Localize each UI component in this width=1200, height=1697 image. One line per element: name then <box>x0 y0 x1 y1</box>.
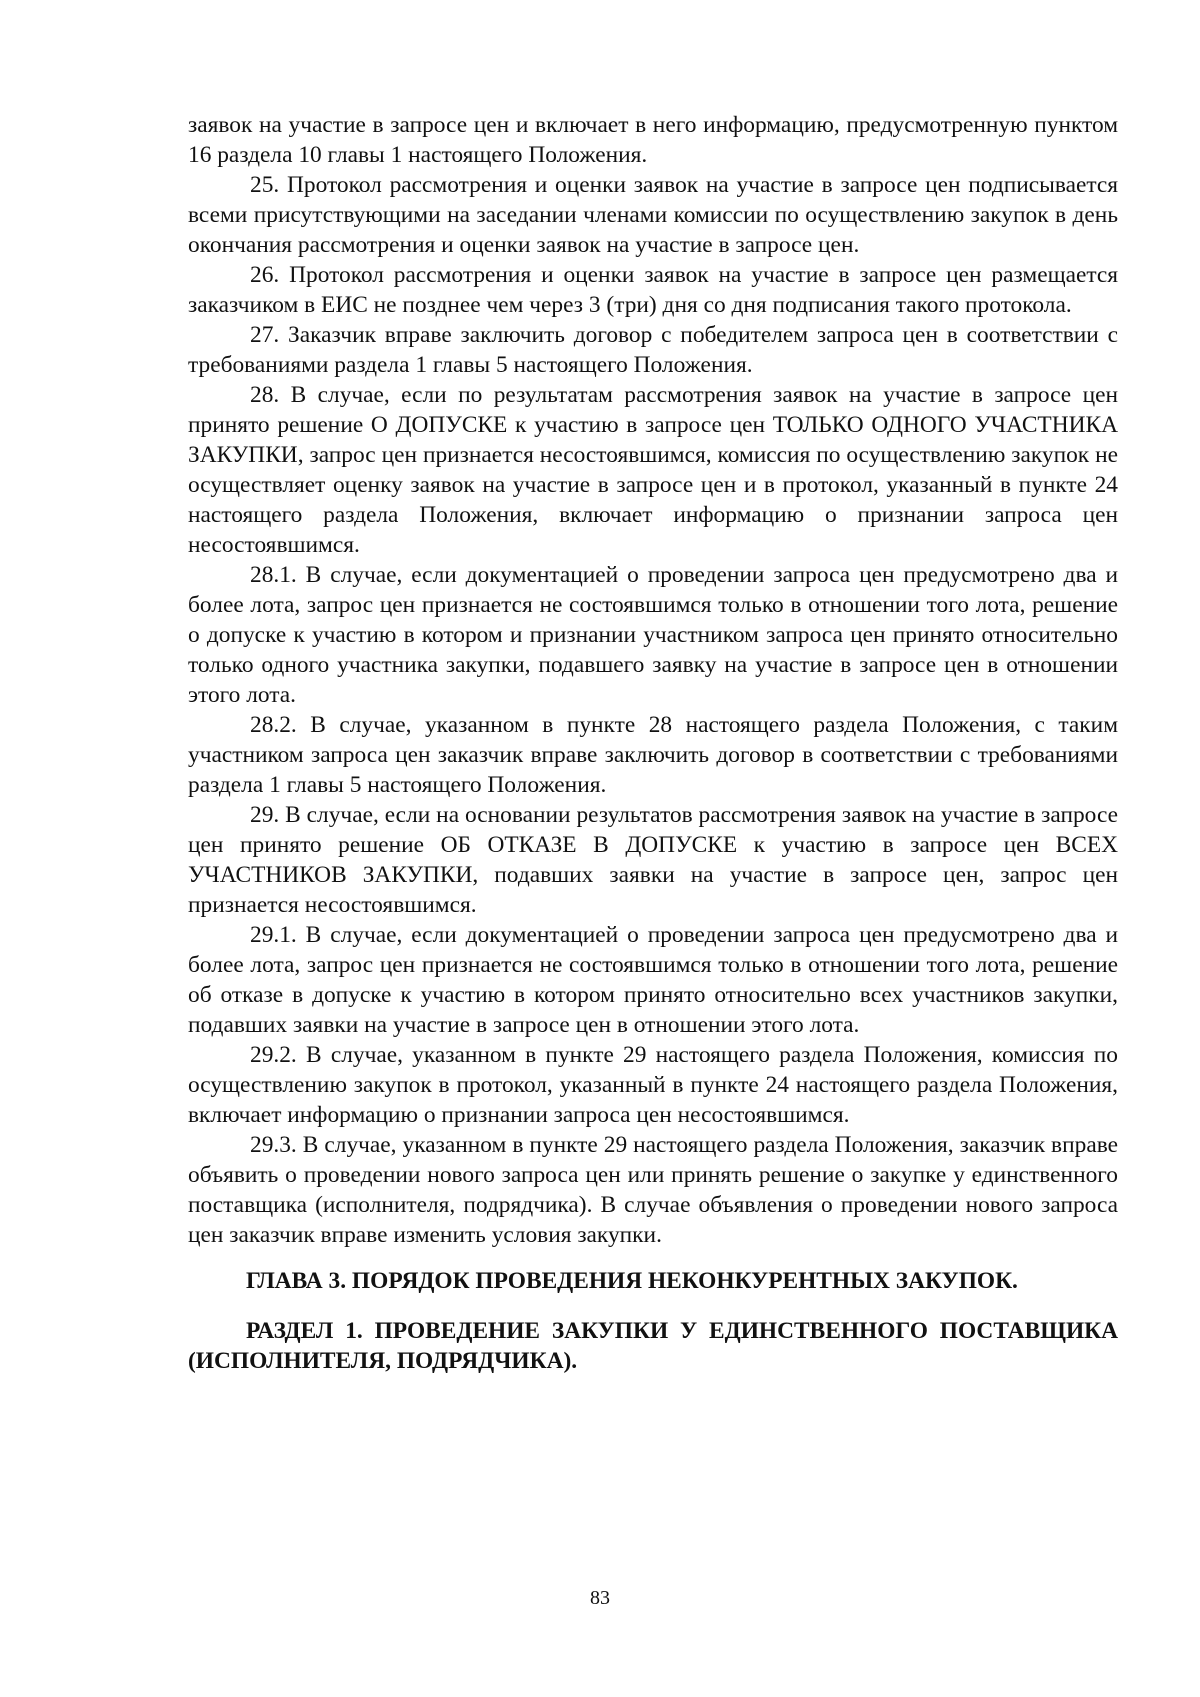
paragraph-29-1: 29.1. В случае, если документацией о проведении запроса цен предусмотрено два и более лота, запрос цен признается не состоявшимся только в отношении того лота, решение об отказе в допуске к участию в котором принято относительно всех участников закупки, подавших заявки на участие в запросе цен в отношении этого лота. <box>188 922 1118 1038</box>
paragraph-27: 27. Заказчик вправе заключить договор с победителем запроса цен в соответствии с требованиями раздела 1 главы 5 настоящего Положения. <box>188 322 1118 378</box>
paragraph-29-2: 29.2. В случае, указанном в пункте 29 настоящего раздела Положения, комиссия по осуществлению закупок в протокол, указанный в пункте 24 настоящего раздела Положения, включает информацию о признании запроса цен несостоявшимся. <box>188 1042 1118 1128</box>
document-page <box>188 110 1118 1376</box>
paragraph-29-3: 29.3. В случае, указанном в пункте 29 настоящего раздела Положения, заказчик вправе объявить о проведении нового запроса цен или принять решение о закупке у единственного поставщика (исполнителя, подрядчика). В случае объявления о проведении нового запроса цен заказчик вправе изменить условия закупки. <box>188 1132 1118 1248</box>
paragraph-28: 28. В случае, если по результатам рассмотрения заявок на участие в запросе цен принято решение О ДОПУСКЕ к участию в запросе цен ТОЛЬКО ОДНОГО УЧАСТНИКА ЗАКУПКИ, запрос цен признается несостоявшимся, комиссия по осуществлению закупок не осуществляет оценку заявок на участие в запросе цен и в протокол, указанный в пункте 24 настоящего раздела Положения, включает информацию о признании запроса цен несостоявшимся. <box>188 382 1118 558</box>
paragraph-28-2: 28.2. В случае, указанном в пункте 28 настоящего раздела Положения, с таким участником запроса цен заказчик вправе заключить договор в соответствии с требованиями раздела 1 главы 5 настоящего Положения. <box>188 712 1118 798</box>
paragraph-continuation: заявок на участие в запросе цен и включает в него информацию, предусмотренную пунктом 16 раздела 10 главы 1 настоящего Положения. <box>188 112 1118 168</box>
paragraph-29: 29. В случае, если на основании результатов рассмотрения заявок на участие в запросе цен принято решение ОБ ОТКАЗЕ В ДОПУСКЕ к участию в запросе цен ВСЕХ УЧАСТНИКОВ ЗАКУПКИ, подавших заявки на участие в запросе цен, запрос цен признается несостоявшимся. <box>188 802 1118 918</box>
section-heading: РАЗДЕЛ 1. ПРОВЕДЕНИЕ ЗАКУПКИ У ЕДИНСТВЕННОГО ПОСТАВЩИКА (ИСПОЛНИТЕЛЯ, ПОДРЯДЧИКА). <box>188 1318 1118 1374</box>
paragraph-28-1: 28.1. В случае, если документацией о проведении запроса цен предусмотрено два и более лота, запрос цен признается не состоявшимся только в отношении того лота, решение о допуске к участию в котором и признании участником запроса цен принято относительно только одного участника закупки, подавшего заявку на участие в запросе цен в отношении этого лота. <box>188 562 1118 708</box>
chapter-heading: ГЛАВА 3. ПОРЯДОК ПРОВЕДЕНИЯ НЕКОНКУРЕНТНЫХ ЗАКУПОК. <box>246 1268 1018 1294</box>
paragraph-25: 25. Протокол рассмотрения и оценки заявок на участие в запросе цен подписывается всеми присутствующими на заседании членами комиссии по осуществлению закупок в день окончания рассмотрения и оценки заявок на участие в запросе цен. <box>188 172 1118 258</box>
page-number: 83 <box>590 1587 610 1609</box>
paragraph-26: 26. Протокол рассмотрения и оценки заявок на участие в запросе цен размещается заказчиком в ЕИС не позднее чем через 3 (три) дня со дня подписания такого протокола. <box>188 262 1118 318</box>
